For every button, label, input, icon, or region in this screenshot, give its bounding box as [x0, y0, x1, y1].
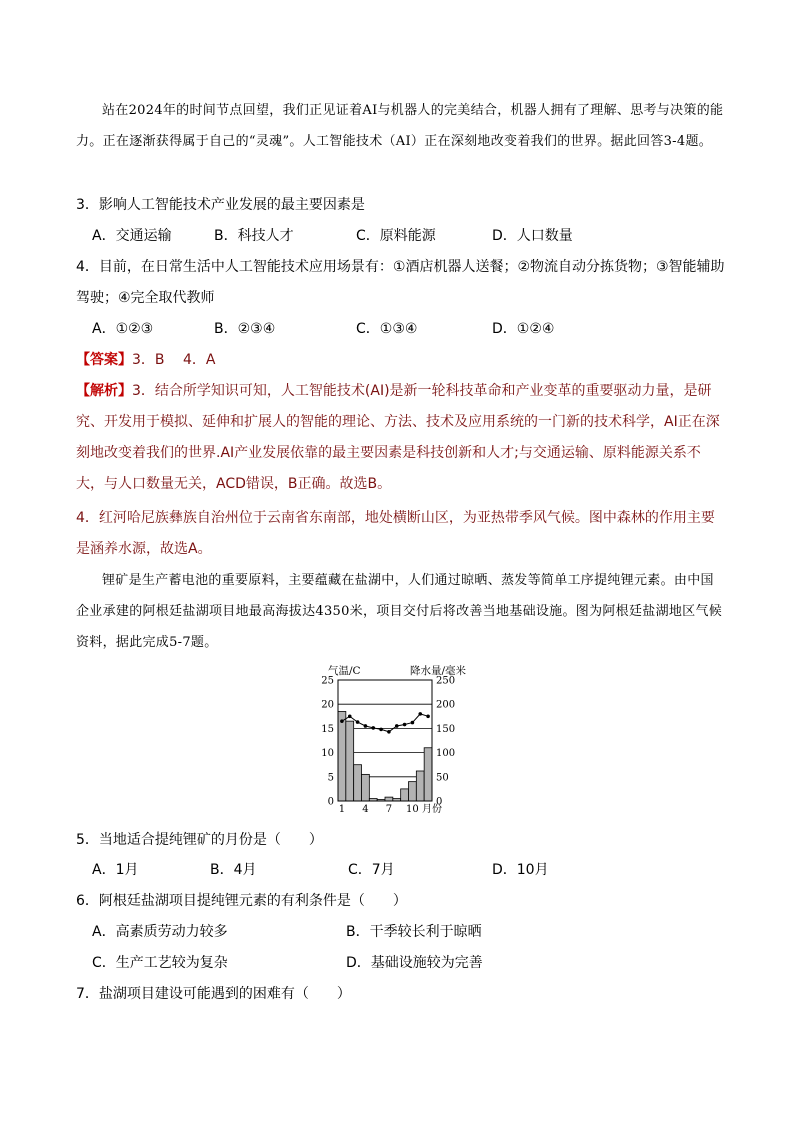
precip-bar-7 — [385, 797, 393, 801]
precip-bar-4 — [362, 774, 370, 801]
temperature-point-9 — [403, 723, 407, 727]
q3-option-b[interactable]: B．科技人才 — [214, 228, 294, 244]
precip-bar-12 — [424, 748, 432, 801]
answer-text: 3．B 4．A — [132, 352, 216, 368]
precip-tick-label: 100 — [436, 748, 456, 760]
analysis-tag: 【解析】 — [76, 383, 132, 399]
temperature-line — [342, 714, 428, 732]
analysis-q3-text: 3．结合所学知识可知，人工智能技术(AI)是新一轮科技革命和产业变革的重要驱动力量，是研究、开发用于模拟、延伸和扩展人的智能的理论、方法、技术及应用系统的一门新的技术科学，AI正在深刻地改变着我们的世界.AI产业发展依靠的最主要因素是科技创新和人才;与交通运输、原料能源关系不大，与人口数量无关，ACD错误，B正确。故选B。 — [76, 383, 720, 492]
q5-option-d[interactable]: D．10月 — [492, 862, 549, 878]
precip-bar-2 — [346, 721, 354, 801]
passage-lithium-text: 锂矿是生产蓄电池的重要原料，主要蕴藏在盐湖中，人们通过晾晒、蒸发等简单工序提纯锂元素。由中国企业承建的阿根廷盐湖项目地最高海拔达4350米，项目交付后将改善当地基础设施。图为阿根廷盐湖地区气候资料，据此完成5-7题。 — [76, 573, 723, 650]
question-5-options — [92, 855, 742, 886]
climate-chart-svg — [308, 660, 488, 820]
precip-tick-label: 0 — [436, 796, 443, 808]
month-tick-label: 1 — [338, 804, 346, 815]
q6-option-c[interactable]: C．生产工艺较为复杂 — [92, 955, 228, 971]
question-4-stem: 4．目前，在日常生活中人工智能技术应用场景有：①酒店机器人送餐；②物流自动分拣货物；③智能辅助驾驶；④完全取代教师 — [76, 259, 725, 306]
temperature-point-3 — [356, 720, 360, 724]
temp-tick-label: 25 — [321, 675, 334, 687]
passage-ai-text: 站在2024年的时间节点回望，我们正见证着AI与机器人的完美结合，机器人拥有了理解、思考与决策的能力。正在逐渐获得属于自己的“灵魂”。人工智能技术（AI）正在深刻地改变着我们的世界。据此回答3-4题。 — [76, 103, 724, 149]
precip-axis-label: 降水量/毫米 — [410, 665, 467, 677]
question-3-options — [92, 221, 742, 252]
question-7-stem: 7．盐湖项目建设可能遇到的困难有（ ） — [76, 986, 351, 1002]
x-axis-label: 月份 — [422, 804, 442, 815]
q3-option-d[interactable]: D．人口数量 — [492, 228, 573, 244]
month-tick-label: 10 — [406, 804, 419, 815]
temp-tick-label: 20 — [321, 699, 334, 711]
question-5-stem: 5．当地适合提纯锂矿的月份是（ ） — [76, 832, 323, 848]
temperature-point-4 — [364, 724, 368, 728]
q6-option-b[interactable]: B．干季较长利于晾晒 — [346, 924, 482, 940]
passage-lithium — [76, 565, 726, 658]
q5-option-b[interactable]: B．4月 — [210, 862, 257, 878]
precip-tick-label: 200 — [436, 699, 456, 711]
answer-block — [76, 345, 215, 376]
q5-option-c[interactable]: C．7月 — [348, 862, 395, 878]
answer-tag: 【答案】 — [76, 352, 132, 368]
precip-bar-3 — [354, 765, 362, 801]
temp-tick-label: 10 — [321, 748, 334, 760]
temp-tick-label: 5 — [327, 772, 334, 784]
q4-option-d[interactable]: D．①②④ — [492, 321, 555, 337]
q4-option-a[interactable]: A．①②③ — [92, 321, 154, 337]
precip-bar-9 — [401, 789, 409, 801]
q4-option-b[interactable]: B．②③④ — [214, 321, 276, 337]
q3-option-c[interactable]: C．原料能源 — [356, 228, 436, 244]
precip-tick-label: 150 — [436, 723, 456, 735]
analysis-q4: 4．红河哈尼族彝族自治州位于云南省东南部，地处横断山区，为亚热带季风气候。图中森林的作用主要是涵养水源，故选A。 — [76, 510, 715, 557]
temperature-point-7 — [387, 730, 391, 734]
question-4-options — [92, 314, 742, 345]
question-6-stem: 6．阿根廷盐湖项目提纯锂元素的有利条件是（ ） — [76, 893, 407, 909]
passage-ai — [76, 95, 726, 157]
temp-tick-label: 0 — [327, 796, 334, 808]
climate-chart — [308, 660, 488, 820]
analysis-q3 — [76, 376, 726, 500]
q4-option-c[interactable]: C．①③④ — [356, 321, 418, 337]
temperature-point-10 — [411, 721, 415, 725]
precip-bar-10 — [409, 782, 417, 801]
temperature-point-11 — [418, 712, 422, 716]
temperature-point-5 — [371, 726, 375, 730]
temperature-point-2 — [348, 715, 352, 719]
question-3-stem: 3．影响人工智能技术产业发展的最主要因素是 — [76, 197, 365, 213]
precip-bar-1 — [338, 711, 346, 801]
precip-tick-label: 50 — [436, 772, 449, 784]
temperature-point-8 — [395, 724, 399, 728]
month-tick-label: 7 — [385, 804, 393, 815]
precip-bar-11 — [416, 771, 424, 801]
question-6-options-row2 — [92, 948, 742, 979]
temp-tick-label: 15 — [321, 723, 334, 735]
q5-option-a[interactable]: A．1月 — [92, 862, 139, 878]
temperature-point-6 — [379, 728, 383, 732]
month-tick-label: 4 — [362, 804, 369, 815]
precip-tick-label: 250 — [436, 675, 456, 687]
q3-option-a[interactable]: A．交通运输 — [92, 228, 172, 244]
q6-option-a[interactable]: A．高素质劳动力较多 — [92, 924, 228, 940]
temp-axis-label: 气温/C — [328, 665, 361, 677]
temperature-point-12 — [426, 715, 430, 719]
question-6-options-row1 — [92, 917, 742, 948]
q6-option-d[interactable]: D．基础设施较为完善 — [346, 955, 483, 971]
temperature-point-1 — [340, 719, 344, 723]
